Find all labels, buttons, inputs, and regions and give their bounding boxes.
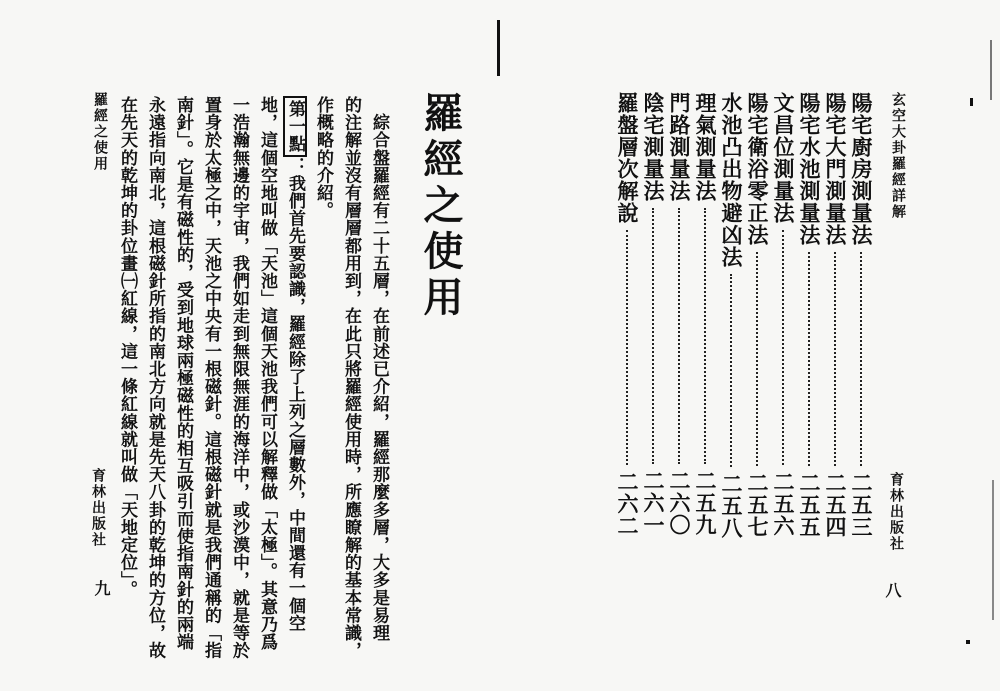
body-text-column: 綜合盤羅經有二十五層，在前述已介紹，羅經那麼多層，大多是易理 — [369, 96, 389, 642]
toc-leader-dots — [782, 230, 784, 465]
toc-entry[interactable] — [617, 92, 638, 537]
toc-entry[interactable] — [643, 92, 664, 536]
toc-entry[interactable] — [799, 92, 820, 538]
toc-entry-page: 二五七 — [745, 472, 770, 538]
toc-leader-dots — [808, 252, 810, 466]
toc-leader-dots — [652, 208, 654, 464]
toc-leader-dots — [626, 230, 628, 465]
right-page-header: 玄空大卦羅經詳解 — [890, 92, 906, 220]
toc-leader-dots — [704, 208, 706, 464]
body-text-column: 作概略的介紹。 — [313, 96, 333, 220]
toc-entry-title: 陽宅衛浴零正法 — [745, 92, 770, 246]
toc-leader-dots — [860, 252, 862, 466]
toc-entry-title: 水池凸出物避凶法 — [719, 92, 744, 268]
toc-entry[interactable] — [721, 92, 742, 539]
toc-leader-dots — [678, 208, 680, 464]
toc-entry-title: 陰宅測量法 — [641, 92, 666, 202]
toc-entry-page: 二五六 — [771, 471, 796, 537]
toc-entry-title: 理氣測量法 — [693, 92, 718, 202]
toc-entry-title: 陽宅廚房測量法 — [849, 92, 874, 246]
toc-entry-page: 二六〇 — [667, 470, 692, 536]
toc-entry[interactable] — [851, 92, 872, 538]
toc-leader-dots — [730, 274, 732, 467]
scan-speck — [990, 40, 992, 100]
left-page-number: 九 — [92, 580, 111, 598]
toc-entry[interactable] — [747, 92, 768, 538]
toc-entry-page: 二五三 — [849, 472, 874, 538]
right-page-publisher: 育林出版社 — [888, 472, 904, 552]
toc-entry-title: 陽宅大門測量法 — [823, 92, 848, 246]
scan-speck — [966, 640, 970, 644]
body-text-column: 地，這個空地叫做「天池」這個天池我們可以解釋做「太極」。其意乃爲 — [257, 96, 277, 651]
body-text-column: 的注解並沒有層層都用到，在此只將羅經使用時，所應瞭解的基本常識， — [341, 96, 361, 660]
toc-entry-title: 文昌位測量法 — [771, 92, 796, 224]
left-page-publisher: 育林出版社 — [90, 468, 106, 548]
toc-entry-page: 二五九 — [693, 470, 718, 536]
body-text-column: 在先天的乾坤的卦位畫㈠紅線，這一條紅線就叫做「天地定位」。 — [117, 96, 137, 598]
chapter-title: 羅經之使用 — [417, 92, 464, 322]
toc-entry-page: 二六二 — [615, 471, 640, 537]
toc-entry-page: 二六一 — [641, 470, 666, 536]
toc-entry-page: 二五八 — [719, 473, 744, 539]
point-first-line: ：我們首先要認識，羅經除了上列之層數外，中間還有一個空 — [285, 156, 305, 633]
toc-entry-title: 陽宅水池測量法 — [797, 92, 822, 246]
toc-entry-title: 羅盤層次解說 — [615, 92, 640, 224]
body-text-column: 南針」。它是有磁性的，受到地球兩極磁性的相互吸引而使指南針的兩端 — [173, 96, 193, 651]
point-label: 第一點 — [283, 96, 307, 157]
toc-leader-dots — [834, 252, 836, 466]
right-page-number: 八 — [883, 582, 902, 600]
scan-speck — [992, 480, 994, 620]
toc-entry[interactable] — [695, 92, 716, 536]
toc-leader-dots — [756, 252, 758, 466]
scan-speck — [970, 98, 973, 106]
body-text-column: 永遠指向南北，這根磁針所指的南北方向就是先天八卦的乾坤的方位，故 — [145, 96, 165, 660]
body-text-column: 一浩瀚無邊的宇宙，我們如走到無限無涯的海洋中，或沙漠中，就是等於 — [229, 96, 249, 660]
toc-entry-page: 二五五 — [797, 472, 822, 538]
toc-entry[interactable] — [825, 92, 846, 538]
toc-entry[interactable] — [669, 92, 690, 536]
toc-entry-page: 二五四 — [823, 472, 848, 538]
binding-mark — [497, 20, 500, 76]
toc-entry-title: 門路測量法 — [667, 92, 692, 202]
left-page-header: 羅經之使用 — [92, 92, 108, 172]
body-text-column — [286, 96, 303, 632]
body-text-column: 置身於太極之中，天池之中央有一根磁針。這根磁針就是我們通稱的「指 — [201, 96, 221, 660]
toc-entry[interactable] — [773, 92, 794, 537]
